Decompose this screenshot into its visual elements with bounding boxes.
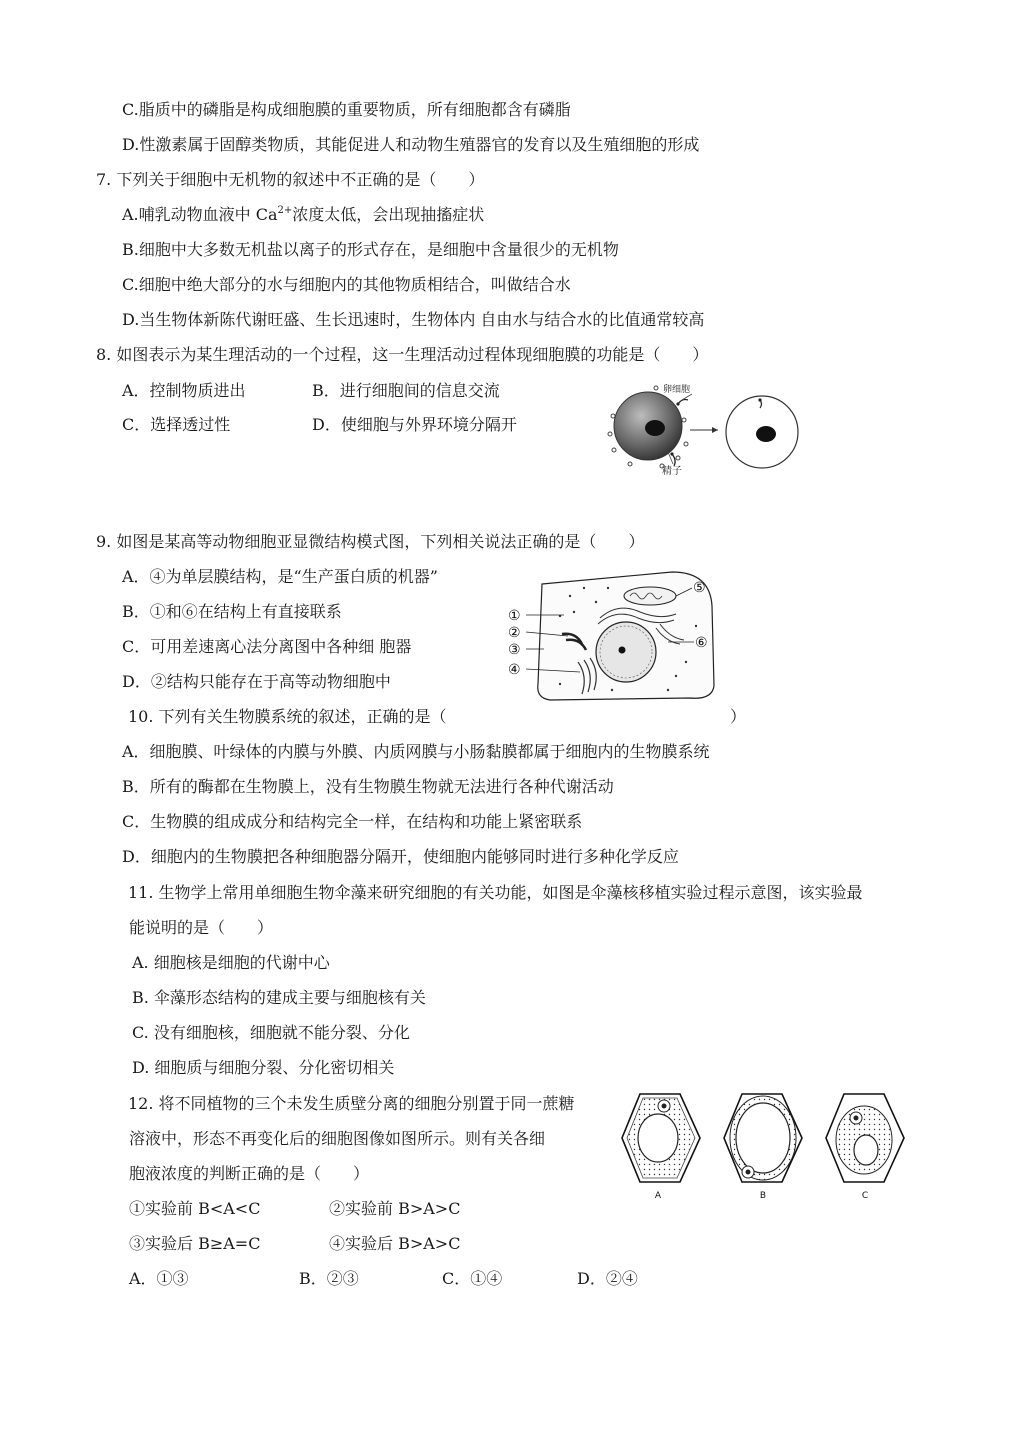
q10-option-b: B．所有的酶都在生物膜上，没有生物膜生物就无法进行各种代谢活动 <box>122 777 614 796</box>
plant-cell-a <box>622 1094 700 1201</box>
q7-option-a: A.哺乳动物血液中 $Ca^{2+}$浓度太低，会出现抽搐症状 <box>122 205 485 224</box>
q10-option-c: C．生物膜的组成成分和结构完全一样，在结构和功能上紧密联系 <box>122 812 583 831</box>
label-6: ⑥ <box>695 635 708 651</box>
q12-statement-1: ①实验前 B<A<C <box>129 1199 261 1218</box>
q8-options-row-1 <box>122 380 500 402</box>
q12-statements-row-2 <box>129 1233 460 1255</box>
q6-option-c: C.脂质中的磷脂是构成细胞膜的重要物质，所有细胞都含有磷脂 <box>122 100 571 119</box>
q8-option-d: D．使细胞与外界环境分隔开 <box>312 415 517 434</box>
zygote-nucleus <box>756 426 776 442</box>
q11-option-d: D. 细胞质与细胞分裂、分化密切相关 <box>132 1058 395 1077</box>
egg-nucleus <box>645 420 665 436</box>
q8-option-c: C．选择透过性 <box>122 415 231 434</box>
q7-option-d: D.当生物体新陈代谢旺盛、生长迅速时，生物体内 自由水与结合水的比值通常较高 <box>122 310 705 329</box>
label-2: ② <box>508 625 521 641</box>
q12-stem-continued-2: 胞液浓度的判断正确的是（ ） <box>129 1164 370 1183</box>
q9-option-c: C．可用差速离心法分离图中各种细 胞器 <box>122 637 412 656</box>
q12-statement-3: ③实验后 B≥A=C <box>129 1234 261 1253</box>
q12-statement-4: ④实验后 B>A>C <box>329 1234 461 1253</box>
sperm-icon <box>678 400 688 405</box>
plant-cell-c <box>826 1094 904 1201</box>
mitochondrion <box>624 587 676 605</box>
q9-option-b: B．①和⑥在结构上有直接联系 <box>122 602 342 621</box>
q11-option-b: B. 伞藻形态结构的建成主要与细胞核有关 <box>132 988 426 1007</box>
q7-stem: 7. 下列关于细胞中无机物的叙述中不正确的是（ ） <box>96 170 485 189</box>
cell-label-c: C <box>861 1191 869 1201</box>
vacuole-b <box>736 1103 790 1173</box>
q12-answer-row <box>129 1268 638 1290</box>
plant-cell-b <box>724 1094 802 1201</box>
cell-label-b: B <box>759 1191 767 1201</box>
animal-cell-diagram <box>500 566 720 706</box>
q12-answer-b: B．②③ <box>299 1269 359 1288</box>
q11-stem-continued: 能说明的是（ ） <box>129 918 274 937</box>
sperm-icon <box>672 454 675 466</box>
q7-option-c: C.细胞中绝大部分的水与细胞内的其他物质相结合，叫做结合水 <box>122 275 571 294</box>
q10-option-a: A．细胞膜、叶绿体的内膜与外膜、内质网膜与小肠黏膜都属于细胞内的生物膜系统 <box>122 742 710 761</box>
cell-nucleus <box>596 622 656 682</box>
label-1: ① <box>508 608 521 624</box>
label-5: ⑤ <box>693 580 706 596</box>
q12-statements-row-1 <box>129 1198 460 1220</box>
q8-option-b: B．进行细胞间的信息交流 <box>312 381 500 400</box>
fertilization-figure <box>600 378 810 478</box>
q12-statement-2: ②实验前 B>A>C <box>329 1199 461 1218</box>
vacuole-c <box>854 1135 878 1165</box>
q9-stem: 9. 如图是某高等动物细胞亚显微结构模式图，下列相关说法正确的是（ ） <box>96 532 645 551</box>
q10-stem-close: ） <box>730 707 747 726</box>
q11-stem: 11. 生物学上常用单细胞生物伞藻来研究细胞的有关功能，如图是伞藻核移植实验过程示意图，该实验最 <box>128 883 863 902</box>
q8-options-row-2 <box>122 414 517 436</box>
q8-stem: 8. 如图表示为某生理活动的一个过程，这一生理活动过程体现细胞膜的功能是（ ） <box>96 345 709 364</box>
q12-answer-d: D．②④ <box>577 1269 638 1288</box>
plant-cells-figure <box>618 1088 908 1202</box>
label-4: ④ <box>508 662 521 678</box>
q9-option-a: A．④为单层膜结构，是“生产蛋白质的机器” <box>122 567 438 586</box>
q6-option-d: D.性激素属于固醇类物质，其能促进人和动物生殖器官的发育以及生殖细胞的形成 <box>122 135 700 154</box>
vacuole-a <box>638 1114 678 1162</box>
q8-option-a: A．控制物质进出 <box>122 381 246 400</box>
q12-stem-continued: 溶液中，形态不再变化后的细胞图像如图所示。则有关各细 <box>129 1129 546 1148</box>
egg-cell-label: 卵细胞 <box>663 385 691 395</box>
q9-option-d: D．②结构只能存在于高等动物细胞中 <box>122 672 391 691</box>
q10-stem: 10. 下列有关生物膜系统的叙述，正确的是（ <box>128 707 447 726</box>
nucleolus <box>619 647 626 654</box>
q12-stem: 12. 将不同植物的三个未发生质壁分离的细胞分别置于同一蔗糖 <box>128 1094 575 1113</box>
q11-option-a: A. 细胞核是细胞的代谢中心 <box>132 953 330 972</box>
q10-option-d: D．细胞内的生物膜把各种细胞器分隔开，使细胞内能够同时进行多种化学反应 <box>122 847 679 866</box>
q11-option-c: C. 没有细胞核，细胞就不能分裂、分化 <box>132 1023 410 1042</box>
q12-answer-a: A．①③ <box>129 1269 189 1288</box>
label-3: ③ <box>508 642 521 658</box>
cell-label-a: A <box>654 1191 662 1201</box>
q12-answer-c: C．①④ <box>442 1269 503 1288</box>
sperm-label: 精子 <box>662 466 682 477</box>
q7-option-b: B.细胞中大多数无机盐以离子的形式存在，是细胞中含量很少的无机物 <box>122 240 619 259</box>
